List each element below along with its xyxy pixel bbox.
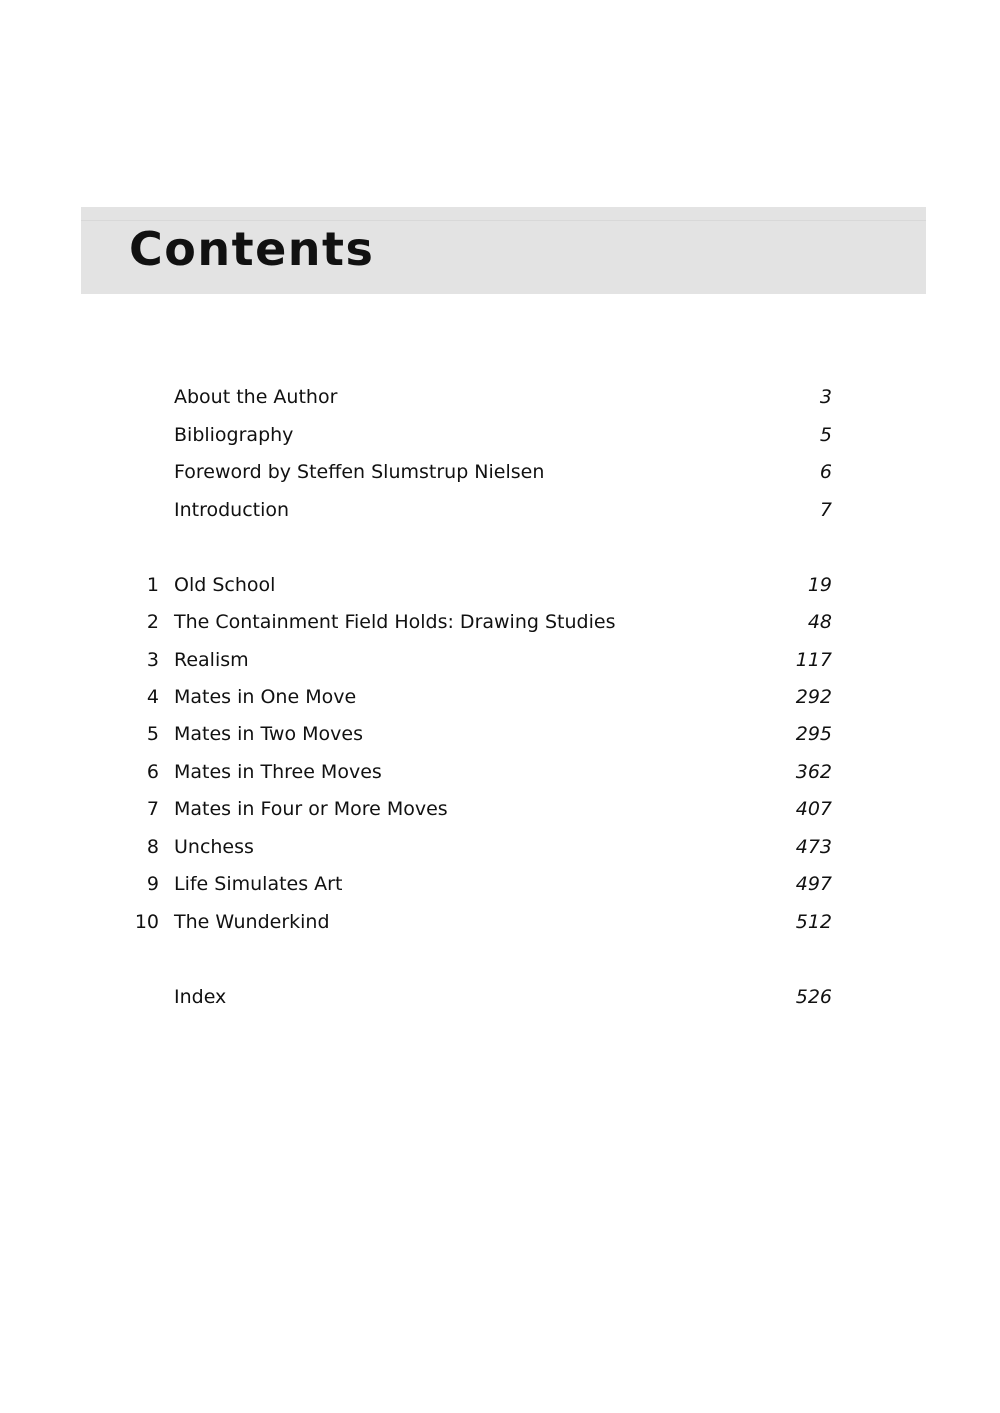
toc-entry-chapter-2[interactable] — [0, 607, 1000, 637]
chapter-number: 6 — [146, 761, 159, 783]
chapter-number: 9 — [146, 873, 159, 895]
toc-entry-label: About the Author — [174, 386, 338, 408]
page-title: Contents — [129, 222, 375, 276]
toc-entry-label: Introduction — [174, 499, 290, 521]
toc-entry-page: 526 — [795, 986, 832, 1008]
toc-entry-index[interactable] — [0, 982, 1000, 1012]
toc-entry-chapter-8[interactable] — [0, 832, 1000, 862]
toc-entry-page: 3 — [819, 386, 832, 408]
toc-entry-page: 407 — [795, 798, 832, 820]
toc-entry-introduction[interactable] — [0, 495, 1000, 525]
chapter-number: 2 — [146, 611, 159, 633]
toc-entry-label: Mates in Two Moves — [174, 723, 363, 745]
toc-entry-label: Life Simulates Art — [174, 873, 343, 895]
toc-entry-label: Bibliography — [174, 424, 294, 446]
toc-entry-label: Foreword by Steffen Slumstrup Nielsen — [174, 461, 545, 483]
toc-entry-page: 48 — [807, 611, 832, 633]
toc-entry-chapter-1[interactable] — [0, 570, 1000, 600]
toc-entry-label: Mates in One Move — [174, 686, 357, 708]
toc-entry-foreword[interactable] — [0, 457, 1000, 487]
toc-entry-page: 473 — [795, 836, 832, 858]
chapter-number: 1 — [146, 574, 159, 596]
toc-entry-label: Mates in Three Moves — [174, 761, 382, 783]
chapter-number: 10 — [134, 911, 159, 933]
toc-entry-label: Index — [174, 986, 227, 1008]
toc-entry-bibliography[interactable] — [0, 420, 1000, 450]
toc-entry-label: Mates in Four or More Moves — [174, 798, 448, 820]
toc-entry-page: 6 — [819, 461, 832, 483]
toc-entry-chapter-9[interactable] — [0, 869, 1000, 899]
chapter-number: 4 — [146, 686, 159, 708]
toc-entry-chapter-3[interactable] — [0, 645, 1000, 675]
chapter-number: 8 — [146, 836, 159, 858]
toc-entry-label: Unchess — [174, 836, 254, 858]
toc-entry-page: 117 — [795, 649, 832, 671]
toc-entry-page: 295 — [795, 723, 832, 745]
toc-entry-label: Old School — [174, 574, 276, 596]
toc-entry-page: 512 — [795, 911, 832, 933]
chapter-number: 5 — [146, 723, 159, 745]
toc-entry-chapter-7[interactable] — [0, 794, 1000, 824]
toc-entry-page: 497 — [795, 873, 832, 895]
toc-entry-chapter-5[interactable] — [0, 719, 1000, 749]
toc-entry-chapter-4[interactable] — [0, 682, 1000, 712]
chapter-number: 3 — [146, 649, 159, 671]
toc-entry-about-the-author[interactable] — [0, 382, 1000, 412]
toc-entry-label: Realism — [174, 649, 249, 671]
toc-entry-page: 19 — [807, 574, 832, 596]
toc-entry-page: 5 — [819, 424, 832, 446]
toc-entry-label: The Containment Field Holds: Drawing Studies — [174, 611, 616, 633]
chapter-number: 7 — [146, 798, 159, 820]
toc-entry-chapter-6[interactable] — [0, 757, 1000, 787]
toc-entry-page: 292 — [795, 686, 832, 708]
toc-entry-chapter-10[interactable] — [0, 907, 1000, 937]
toc-entry-page: 7 — [819, 499, 832, 521]
toc-entry-page: 362 — [795, 761, 832, 783]
toc-entry-label: The Wunderkind — [174, 911, 330, 933]
